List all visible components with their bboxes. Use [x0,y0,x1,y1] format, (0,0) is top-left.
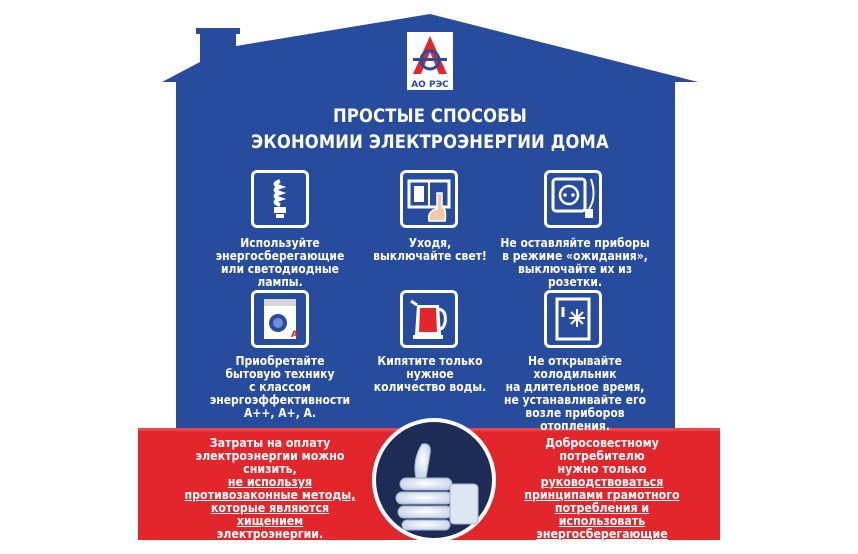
logo-text: АО РЭС [411,80,449,90]
tip-line: бытовую технику [225,367,335,381]
banner-line: Добросовестному потребителю [545,436,659,463]
tip-line: нужное [406,367,454,381]
company-logo [403,32,457,90]
tip-text [490,237,661,289]
tip-line: энергосберегающие [215,249,345,263]
tip-line: количество воды. [373,380,487,394]
tip-icon-box [544,170,602,228]
title-line-2: ЭКОНОМИИ ЭЛЕКТРОЭНЕРГИИ ДОМА [251,131,609,153]
tip-line: энергоэффективности [209,393,351,407]
tip-line: не устанавливайте его [503,393,647,407]
tip-line: выключайте их из розетки. [517,262,633,289]
tip-line: А++, А+, А. [243,406,317,420]
banner-line-underlined: руководствоваться [540,475,664,489]
thumbs-up-bulb-badge [372,418,496,542]
page-title [232,104,628,154]
tip-line: Кипятите только [377,354,483,368]
banner-line-underlined: энергосберегающие технологии. [536,527,668,554]
title-line-1: ПРОСТЫЕ СПОСОБЫ [333,105,527,127]
svg-text:A: A [291,330,298,340]
tip-line: Уходя, [408,236,452,250]
power-socket-plug-icon [547,173,599,225]
tip-line: Приобретайте [235,354,325,368]
washing-machine-icon [254,293,306,345]
electric-kettle-icon [403,293,455,345]
tip-text [490,355,661,433]
thumbs-up-bulb-icon [372,418,496,542]
tip-line: с классом [249,380,311,394]
banner-line: нужно только [557,462,647,476]
tip-line: выключайте свет! [373,249,487,263]
logo-emblem-icon [403,32,457,90]
tip-line: на длительное время, [505,380,645,394]
banner-line: снизить, [243,462,297,476]
tip-text [349,355,511,394]
tip-icon-box [400,290,458,348]
light-switch-icon [403,173,455,225]
tip-line: в режиме «ожидания», [502,249,648,263]
banner-line-underlined: противозаконные методы, [184,488,356,502]
refrigerator-icon [547,293,599,345]
tip-text [349,237,511,263]
banner-line-underlined: использовать [558,514,646,528]
right-banner-text [505,437,698,554]
tip-icon-box [400,170,458,228]
tip-line: Не оставляйте приборы [500,236,650,250]
tip-line: возле приборов отопления. [525,406,625,433]
left-banner-text [178,437,362,541]
tip-line: холодильник [533,367,617,381]
banner-line-underlined: не используя [227,475,313,489]
banner-line: электроэнергии. [216,527,324,541]
chimney-top [196,28,240,34]
banner-line-underlined: которые являются хищением [210,501,330,528]
tip-line: Не открывайте [528,354,622,368]
tip-line: или светодиодные лампы. [220,262,340,289]
tip-icon-box [544,290,602,348]
tip-text [199,237,361,289]
banner-line: Затраты на оплату [209,436,331,450]
tip-icon-box [251,170,309,228]
energy-saving-bulb-icon [254,173,306,225]
tip-text [199,355,361,420]
tip-icon-box [251,290,309,348]
banner-line: электроэнергии можно [195,449,345,463]
banner-line-underlined: потребления и [554,501,650,515]
tip-line: Используйте [240,236,320,250]
banner-line-underlined: принципами грамотного [524,488,680,502]
